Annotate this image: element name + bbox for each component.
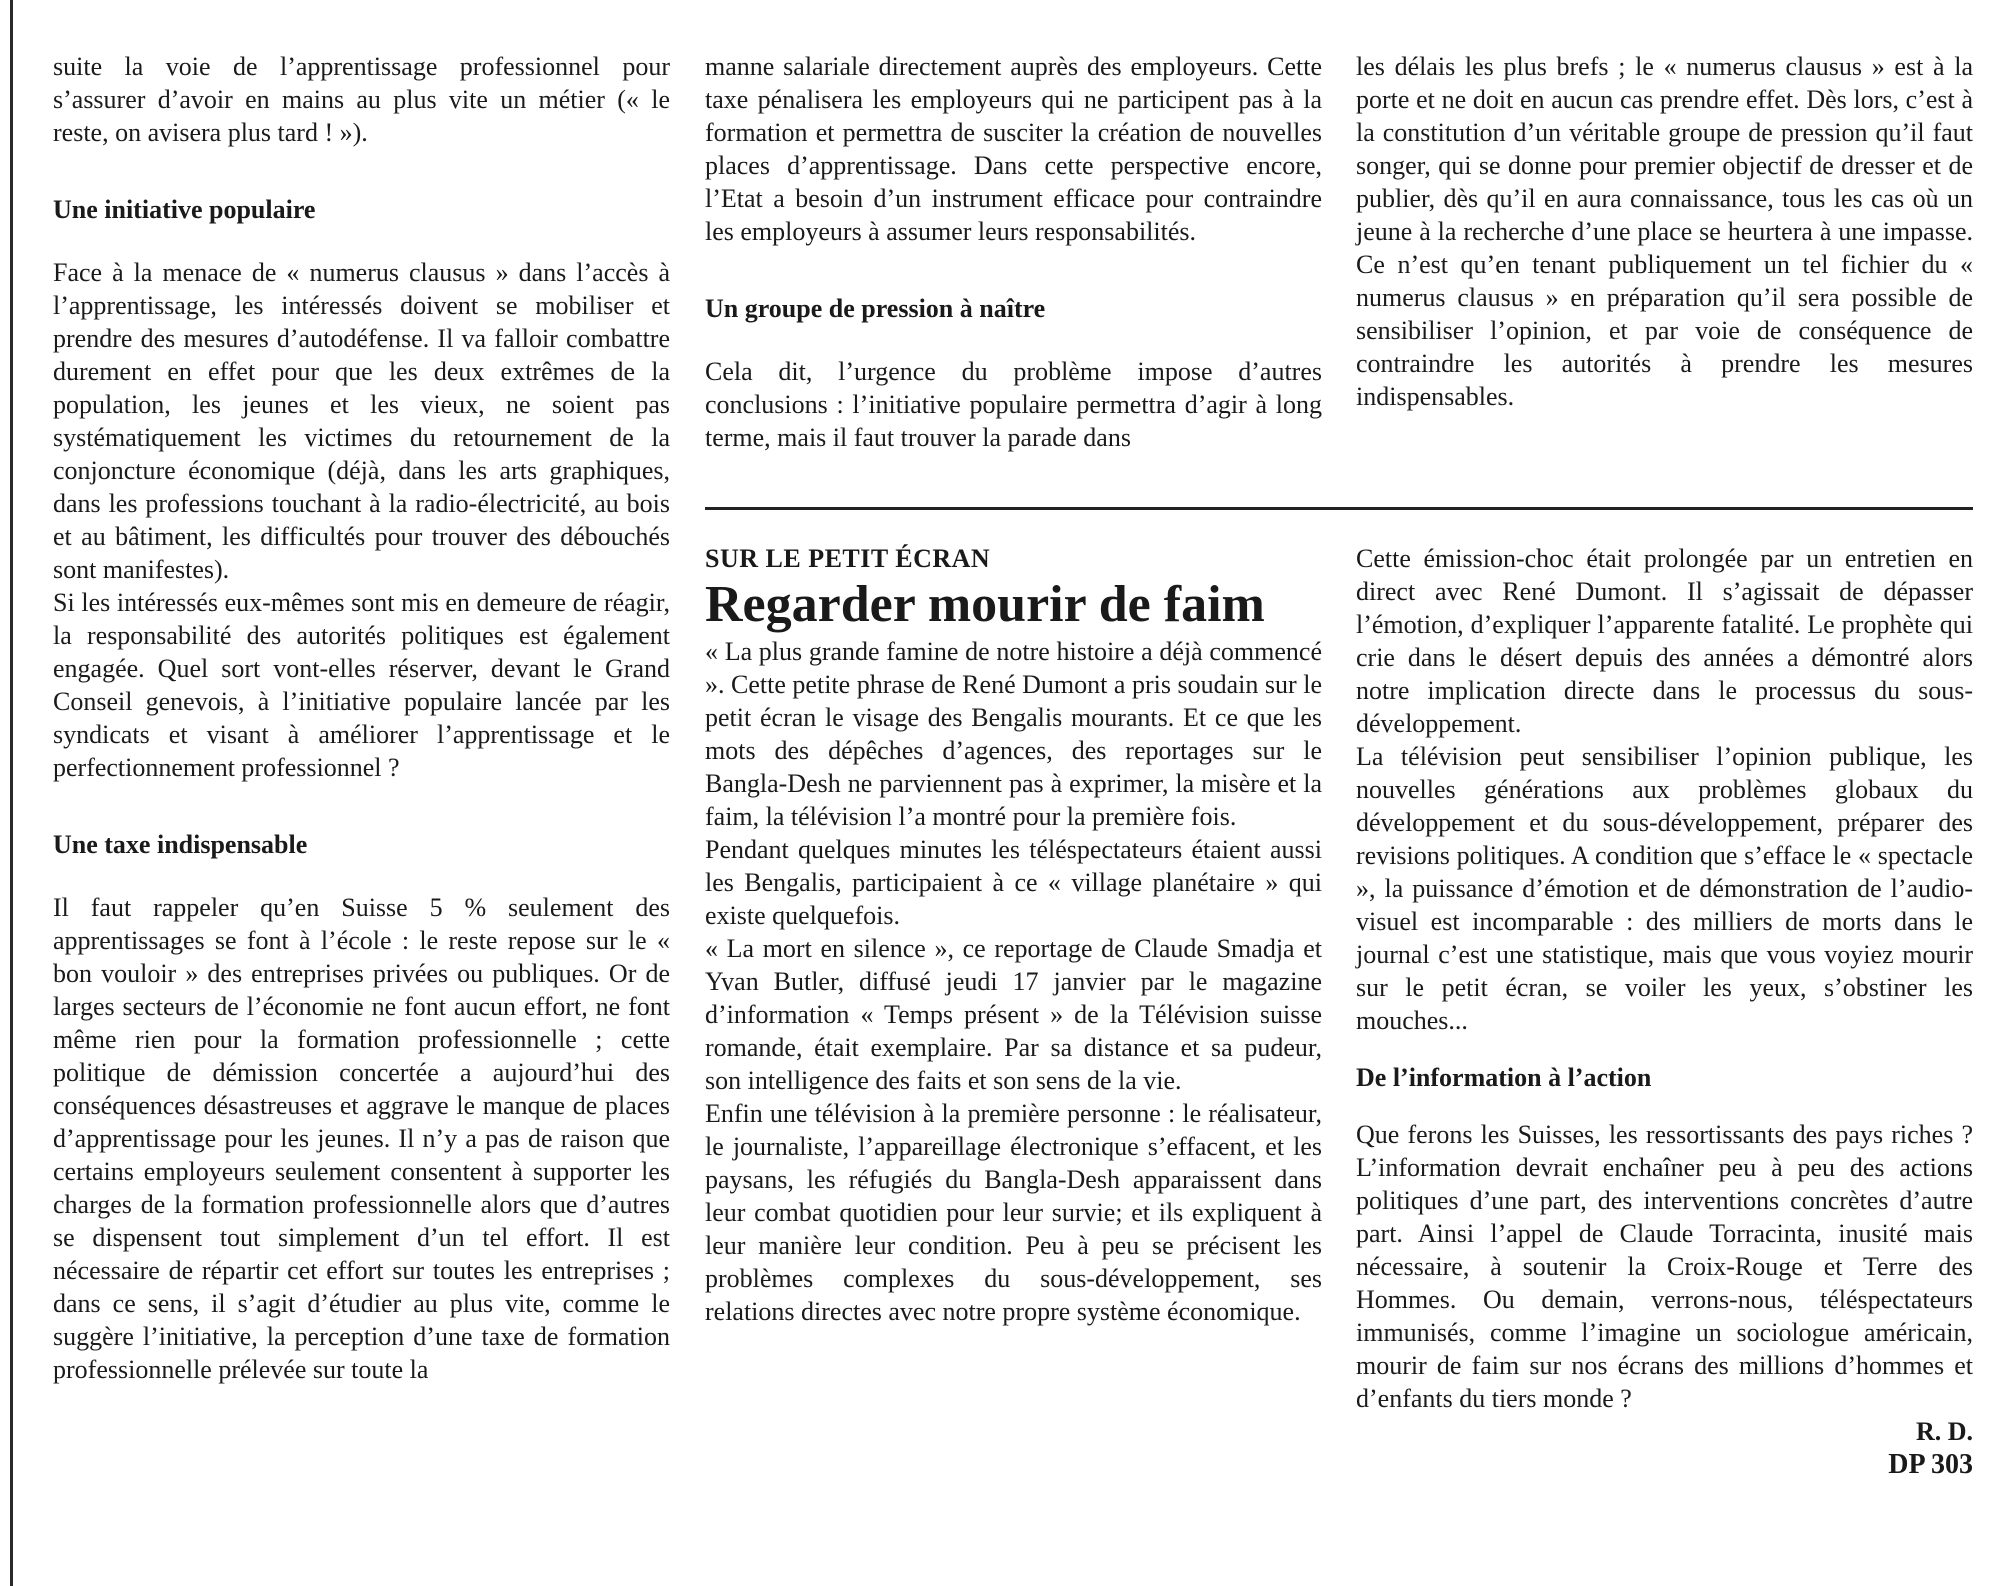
heading-groupe: Un groupe de pression à naître bbox=[705, 294, 1046, 323]
column-1 bbox=[53, 50, 670, 1386]
col3-paragraph-1: les délais les plus brefs ; le « numerus clausus » est à la porte et ne doit en aucun cas prendre effet. Dès lors, c’est à la constitution d’un véritable groupe de pression qu’il faut songer, qui se donne pour premier objectif de dresser et de publier, dès qu’il en aura connaissance, tous les cas où un jeune à la recherche d’une place se heurtera à une impasse. Ce n’est qu’en tenant publiquement un tel fichier du « numerus clausus » en préparation qu’il sera possible de sensibiliser l’opinion, et par voie de conséquence de contraindre les autorités à prendre les mesures indispensables. bbox=[1356, 52, 1973, 411]
col1-intro: suite la voie de l’apprentissage professionnel pour s’assurer d’avoir en mains au plus vite un métier (« le reste, on avisera plus tard ! »). bbox=[53, 52, 670, 147]
article-paragraph-3: « La mort en silence », ce reportage de Claude Smadja et Yvan Butler, diffusé jeudi 17 janvier par le magazine d’information « Temps présent » de la Télévision suisse romande, était exemplaire. Par sa distance et sa pudeur, son intelligence des faits et son sens de la vie. bbox=[705, 934, 1322, 1095]
article-title: Regarder mourir de faim bbox=[705, 576, 1265, 633]
article-paragraph-1: « La plus grande famine de notre histoire a déjà commencé ». Cette petite phrase de René Dumont a pris soudain sur le petit écran le visage des Bengalis mourants. Et ce que les mots des dépêches d’agences, des reportages sur le Bangla-Desh ne parviennent pas à exprimer, la misère et la faim, la télévision l’a montré pour la première fois. bbox=[705, 637, 1322, 831]
article-paragraph-2: Pendant quelques minutes les téléspectateurs étaient aussi les Bengalis, participaient à ce « village planétaire » qui existe quelquefois. bbox=[705, 835, 1322, 930]
author-signature: R. D. bbox=[1915, 1417, 1973, 1446]
col2-paragraph-1: manne salariale directement auprès des employeurs. Cette taxe pénalisera les employeurs qui ne participent pas à la formation et permettra de susciter la création de nouvelles places d’apprentissage. Dans cette perspective encore, l’Etat a besoin d’un instrument efficace pour contraindre les employeurs à assumer leurs responsabilités. bbox=[705, 52, 1322, 246]
article-paragraph-5: Cette émission-choc était prolongée par un entretien en direct avec René Dumont. Il s’agissait de dépasser l’émotion, d’expliquer l’apparente fatalité. Le prophète qui crie dans le désert depuis des années a démontré alors notre implication directe dans le processus du sous-développement. bbox=[1356, 544, 1973, 738]
heading-taxe: Une taxe indispensable bbox=[53, 830, 308, 859]
heading-initiative: Une initiative populaire bbox=[53, 195, 316, 224]
article-column-left bbox=[705, 542, 1322, 1328]
heading-action: De l’information à l’action bbox=[1356, 1063, 1652, 1092]
col2-paragraph-2: Cela dit, l’urgence du problème impose d’autres conclusions : l’initiative populaire permettra d’agir à long terme, mais il faut trouver la parade dans bbox=[705, 357, 1322, 452]
article-paragraph-7: Que ferons les Suisses, les ressortissants des pays riches ? L’information devrait enchaîner peu à peu des actions politiques d’une part, des interventions concrètes d’autre part. Ainsi l’appel de Claude Torracinta, inusité mais nécessaire, à soutenir la Croix-Rouge et Terre des Hommes. Ou demain, verrons-nous, téléspectateurs immunisés, comme l’imagine un sociologue américain, mourir de faim sur nos écrans des millions d’hommes et d’enfants du tiers monde ? bbox=[1356, 1120, 1973, 1413]
article-paragraph-6: La télévision peut sensibiliser l’opinion publique, les nouvelles générations aux problèmes globaux du développement et du sous-développement, préparer des revisions politiques. A condition que s’efface le « spectacle », la puissance d’émotion et de démonstration de l’audio-visuel est incomparable : des milliers de morts dans le journal c’est une statistique, mais que vous voyiez mourir sur le petit écran, se voiler les yeux, s’obstiner les mouches... bbox=[1356, 742, 1973, 1035]
article-paragraph-4: Enfin une télévision à la première personne : le réalisateur, le journaliste, l’appareillage électronique s’effacent, et les paysans, les réfugiés du Bangla-Desh apparaissent dans leur combat quotidien pour leur survie; et ils expliquent à leur manière leur condition. Peu à peu se précisent les problèmes complexes du sous-développement, ses relations directes avec notre propre système économique. bbox=[705, 1099, 1322, 1326]
column-2-top bbox=[705, 50, 1322, 454]
section-divider bbox=[705, 507, 1973, 510]
article-column-right bbox=[1356, 542, 1973, 1481]
initiative-paragraph-1: Face à la menace de « numerus clausus » dans l’accès à l’apprentissage, les intéressés doivent se mobiliser et prendre des mesures d’autodéfense. Il va falloir combattre durement en effet pour que les deux extrêmes de la population, les jeunes et les vieux, ne soient pas systématiquement les victimes du retournement de la conjoncture économique (déjà, dans les arts graphiques, dans les professions touchant à la radio-électricité, au bois et au bâtiment, les difficultés pour trouver des débouchés sont manifestes). bbox=[53, 258, 670, 584]
taxe-paragraph: Il faut rappeler qu’en Suisse 5 % seulement des apprentissages se font à l’école : le reste repose sur le « bon vouloir » des entreprises privées ou publiques. Or de larges secteurs de l’économie ne font aucun effort, ne font même rien pour la formation professionnelle ; cette politique de démission concertée a aujourd’hui des conséquences désastreuses et aggrave le manque de places d’apprentissage pour les jeunes. Il n’y a pas de raison que certains employeurs seulement consentent à supporter les charges de la formation professionnelle alors que d’autres se dispensent tout simplement d’un tel effort. Il est nécessaire de répartir cet effort sur toutes les entreprises ; dans ce sens, il s’agit d’étudier au plus vite, comme le suggère l’initiative, la perception d’une taxe de formation professionnelle prélevée sur toute la bbox=[53, 893, 670, 1384]
column-3-top bbox=[1356, 50, 1973, 413]
initiative-paragraph-2: Si les intéressés eux-mêmes sont mis en demeure de réagir, la responsabilité des autorités politiques est également engagée. Quel sort vont-elles réserver, devant le Grand Conseil genevois, à l’initiative populaire lancée par les syndicats et visant à améliorer l’apprentissage et le perfectionnement professionnel ? bbox=[53, 588, 670, 782]
page-margin-rule bbox=[10, 0, 13, 1586]
page-reference: DP 303 bbox=[1888, 1449, 1973, 1480]
article-kicker: SUR LE PETIT ÉCRAN bbox=[705, 544, 991, 573]
